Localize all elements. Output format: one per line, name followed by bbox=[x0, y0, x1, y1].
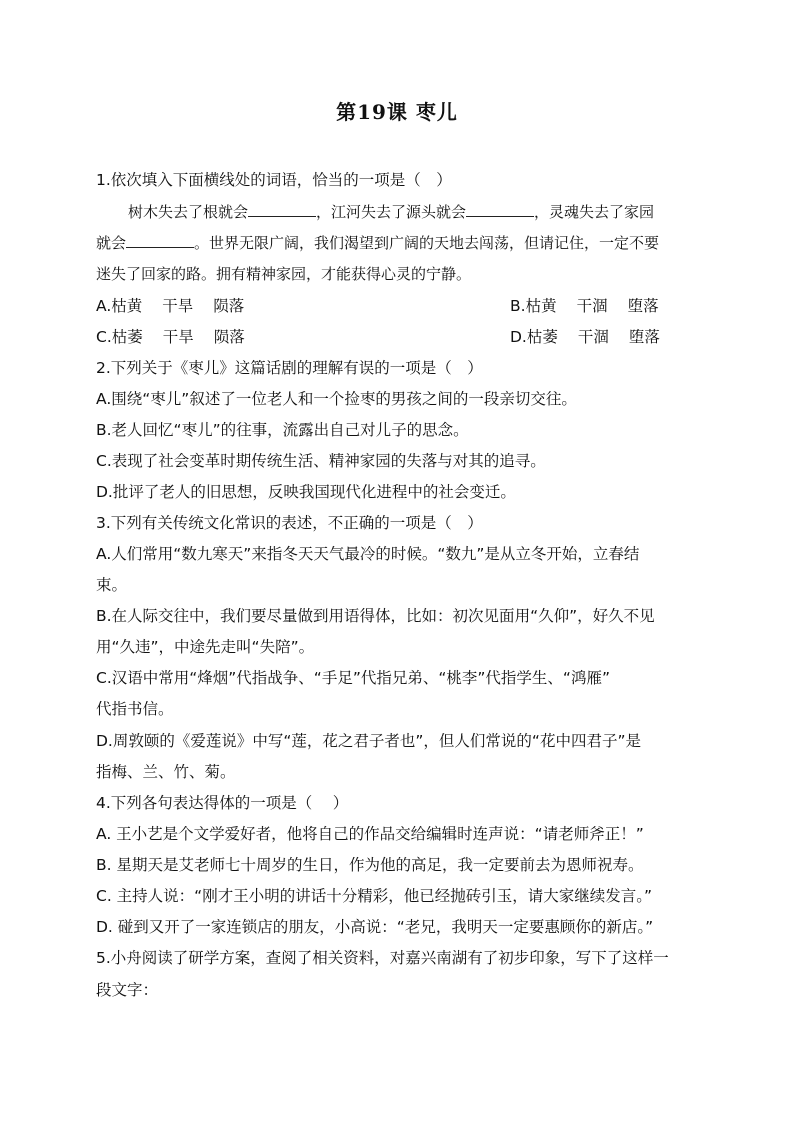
option-label: C. bbox=[96, 328, 112, 346]
q3-stem: 3.下列有关传统文化常识的表述，不正确的一项是（ ） bbox=[96, 514, 483, 532]
q2-option-c: C.表现了社会变革时期传统生活、精神家园的失落与对其的追寻。 bbox=[96, 452, 546, 470]
q1-option-a bbox=[96, 296, 264, 316]
q3-option-b-line-2: 用“久违”，中途先走叫“失陪”。 bbox=[96, 638, 315, 656]
option-label: A. bbox=[96, 297, 112, 315]
q1-option-d bbox=[510, 327, 680, 347]
q2-option-d: D.批评了老人的旧思想，反映我国现代化进程中的社会变迁。 bbox=[96, 483, 516, 501]
q4-option-c: C. 主持人说：“刚才王小明的讲话十分精彩，他已经抛砖引玉，请大家继续发言。” bbox=[96, 887, 652, 905]
q4-option-a: A. 王小艺是个文学爱好者，他将自己的作品交给编辑时连声说：“请老师斧正！” bbox=[96, 825, 644, 843]
option-word: 干旱 bbox=[162, 328, 194, 346]
q4-stem: 4.下列各句表达得体的一项是（ ） bbox=[96, 794, 349, 812]
q5-stem-line-1: 5.小舟阅读了研学方案，查阅了相关资料，对嘉兴南湖有了初步印象，写下了这样一 bbox=[96, 949, 669, 967]
option-label: B. bbox=[510, 297, 526, 315]
q3-option-c-line-1: C.汉语中常用“烽烟”代指战争、“手足”代指兄弟、“桃李”代指学生、“鸿雁” bbox=[96, 669, 610, 687]
q5-stem-line-2: 段文字： bbox=[96, 981, 159, 999]
passage-text: ，江河失去了源头就会 bbox=[316, 203, 467, 221]
q2-option-a: A.围绕“枣儿”叙述了一位老人和一个捡枣的男孩之间的一段亲切交往。 bbox=[96, 390, 577, 408]
q3-option-d-line-2: 指梅、兰、竹、菊。 bbox=[96, 763, 236, 781]
option-word: 枯黄 bbox=[525, 297, 557, 315]
q4-option-b: B. 星期天是艾老师七十周岁的生日，作为他的高足，我一定要前去为恩师祝寿。 bbox=[96, 856, 644, 874]
q1-passage-line-1 bbox=[128, 202, 654, 222]
passage-text: 树木失去了根就会 bbox=[128, 203, 249, 221]
q3-option-c-line-2: 代指书信。 bbox=[96, 700, 174, 718]
passage-text: 。世界无限广阔，我们渴望到广阔的天地去闯荡，但请记住，一定不要 bbox=[194, 234, 660, 252]
option-label: D. bbox=[510, 328, 527, 346]
passage-text: ，灵魂失去了家园 bbox=[534, 203, 655, 221]
q1-passage-line-2 bbox=[96, 233, 659, 253]
q1-stem: 1.依次填入下面横线处的词语，恰当的一项是（ ） bbox=[96, 171, 452, 189]
fill-blank-2 bbox=[466, 202, 534, 217]
option-word: 堕落 bbox=[627, 297, 659, 315]
option-word: 干旱 bbox=[162, 297, 194, 315]
option-word: 陨落 bbox=[213, 328, 245, 346]
option-word: 陨落 bbox=[213, 297, 245, 315]
passage-text: 就会 bbox=[96, 234, 127, 252]
q2-option-b: B.老人回忆“枣儿”的往事，流露出自己对儿子的思念。 bbox=[96, 421, 469, 439]
option-word: 枯萎 bbox=[526, 328, 558, 346]
option-word: 枯黄 bbox=[111, 297, 143, 315]
q1-passage-line-3: 迷失了回家的路。拥有精神家园，才能获得心灵的宁静。 bbox=[96, 265, 472, 283]
option-word: 堕落 bbox=[628, 328, 660, 346]
q1-option-b bbox=[510, 296, 679, 316]
q3-option-b-line-1: B.在人际交往中，我们要尽量做到用语得体，比如：初次见面用“久仰”，好久不见 bbox=[96, 607, 655, 625]
option-word: 干涸 bbox=[577, 328, 609, 346]
q3-option-a-line-1: A.人们常用“数九寒天”来指冬天天气最冷的时候。“数九”是从立冬开始，立春结 bbox=[96, 545, 640, 563]
q2-stem: 2.下列关于《枣儿》这篇话剧的理解有误的一项是（ ） bbox=[96, 359, 483, 377]
q3-option-a-line-2: 束。 bbox=[96, 576, 128, 594]
page-title: 第19课 枣儿 bbox=[336, 100, 458, 124]
q3-option-d-line-1: D.周敦颐的《爱莲说》中写“莲，花之君子者也”，但人们常说的“花中四君子”是 bbox=[96, 732, 641, 750]
option-word: 枯萎 bbox=[111, 328, 143, 346]
option-word: 干涸 bbox=[576, 297, 608, 315]
fill-blank-3 bbox=[126, 233, 194, 248]
fill-blank-1 bbox=[248, 202, 316, 217]
q4-option-d: D. 碰到又开了一家连锁店的朋友，小高说：“老兄，我明天一定要惠顾你的新店。” bbox=[96, 918, 654, 936]
q1-option-c bbox=[96, 327, 265, 347]
